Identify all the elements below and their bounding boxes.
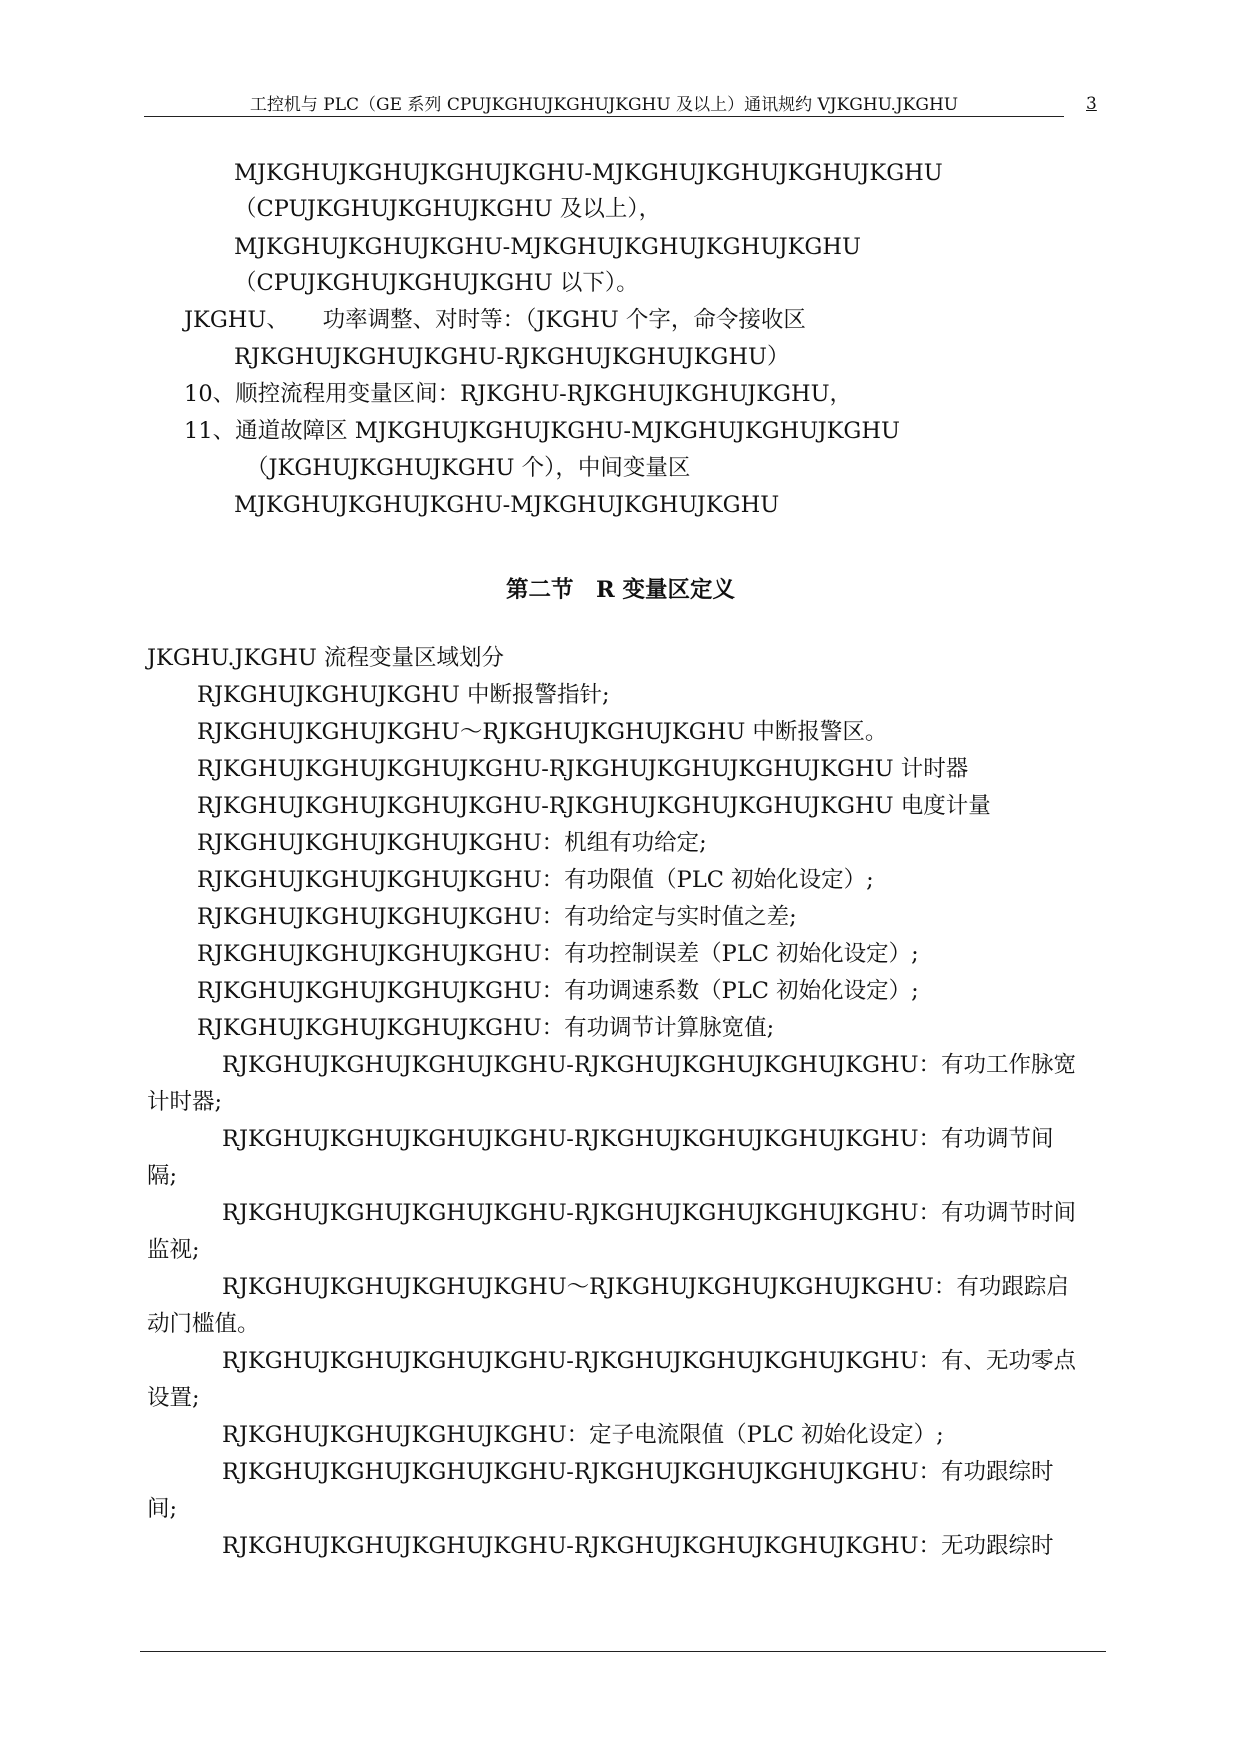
body-line-12: RJKGHUJKGHUJKGHUJKGHU-RJKGHUJKGHUJKGHUJKGHU：有功工作脉宽 <box>222 1052 1077 1078</box>
body-line-3: RJKGHUJKGHUJKGHU～RJKGHUJKGHUJKGHU 中断报警区。 <box>197 719 888 745</box>
body-line-17: 监视; <box>147 1237 200 1263</box>
list-item-power-adjust: JKGHU、 功率调整、对时等：（JKGHU 个字，命令接收区 <box>184 307 806 333</box>
list-item-10: 10、顺控流程用变量区间：RJKGHU-RJKGHUJKGHUJKGHU， <box>184 381 853 407</box>
list-line-2: （CPUJKGHUJKGHUJKGHU 及以上）， <box>234 196 662 222</box>
footer-rule <box>140 1651 1106 1652</box>
body-line-25: RJKGHUJKGHUJKGHUJKGHU-RJKGHUJKGHUJKGHUJKGHU：无功跟综时 <box>222 1533 1054 1559</box>
body-line-22: RJKGHUJKGHUJKGHUJKGHU：定子电流限值（PLC 初始化设定）; <box>222 1422 944 1448</box>
list-line-4: （CPUJKGHUJKGHUJKGHU 以下）。 <box>234 270 639 296</box>
body-line-13: 计时器; <box>147 1089 223 1115</box>
list-line-6: RJKGHUJKGHUJKGHU-RJKGHUJKGHUJKGHU） <box>234 344 790 370</box>
body-line-4: RJKGHUJKGHUJKGHUJKGHU-RJKGHUJKGHUJKGHUJKGHU 计时器 <box>197 756 969 782</box>
list-line-10: MJKGHUJKGHUJKGHU-MJKGHUJKGHUJKGHU <box>234 492 780 518</box>
body-line-7: RJKGHUJKGHUJKGHUJKGHU：有功限值（PLC 初始化设定）; <box>197 867 874 893</box>
page-number: 3 <box>1086 94 1097 114</box>
body-line-8: RJKGHUJKGHUJKGHUJKGHU：有功给定与实时值之差; <box>197 904 797 930</box>
body-line-24: 间; <box>147 1496 178 1522</box>
body-line-10: RJKGHUJKGHUJKGHUJKGHU：有功调速系数（PLC 初始化设定）; <box>197 978 919 1004</box>
body-line-5: RJKGHUJKGHUJKGHUJKGHU-RJKGHUJKGHUJKGHUJKGHU 电度计量 <box>197 793 991 819</box>
header-rule <box>144 116 1064 117</box>
body-line-18: RJKGHUJKGHUJKGHUJKGHU～RJKGHUJKGHUJKGHUJKGHU：有功跟踪启 <box>222 1274 1069 1300</box>
list-line-1: MJKGHUJKGHUJKGHUJKGHU-MJKGHUJKGHUJKGHUJKGHU <box>234 160 943 186</box>
body-line-9: RJKGHUJKGHUJKGHUJKGHU：有功控制误差（PLC 初始化设定）; <box>197 941 919 967</box>
body-line-20: RJKGHUJKGHUJKGHUJKGHU-RJKGHUJKGHUJKGHUJKGHU：有、无功零点 <box>222 1348 1077 1374</box>
body-line-6: RJKGHUJKGHUJKGHUJKGHU：机组有功给定; <box>197 830 707 856</box>
list-line-3: MJKGHUJKGHUJKGHU-MJKGHUJKGHUJKGHUJKGHU <box>234 234 861 260</box>
body-line-2: RJKGHUJKGHUJKGHU 中断报警指针; <box>197 682 610 708</box>
body-line-1: JKGHU.JKGHU 流程变量区域划分 <box>147 645 505 671</box>
body-line-23: RJKGHUJKGHUJKGHUJKGHU-RJKGHUJKGHUJKGHUJKGHU：有功跟综时 <box>222 1459 1054 1485</box>
body-line-11: RJKGHUJKGHUJKGHUJKGHU：有功调节计算脉宽值; <box>197 1015 775 1041</box>
running-header-title: 工控机与 PLC（GE 系列 CPUJKGHUJKGHUJKGHU 及以上）通讯规约 VJKGHU.JKGHU <box>249 95 959 115</box>
body-line-21: 设置; <box>147 1385 200 1411</box>
list-item-11: 11、通道故障区 MJKGHUJKGHUJKGHU-MJKGHUJKGHUJKGHU <box>184 418 900 444</box>
body-line-15: 隔; <box>147 1163 178 1189</box>
body-line-14: RJKGHUJKGHUJKGHUJKGHU-RJKGHUJKGHUJKGHUJKGHU：有功调节间 <box>222 1126 1054 1152</box>
body-line-19: 动门槛值。 <box>147 1311 260 1337</box>
list-line-9: （JKGHUJKGHUJKGHU 个），中间变量区 <box>246 455 691 481</box>
section-heading: 第二节 R 变量区定义 <box>505 577 736 603</box>
body-line-16: RJKGHUJKGHUJKGHUJKGHU-RJKGHUJKGHUJKGHUJKGHU：有功调节时间 <box>222 1200 1077 1226</box>
